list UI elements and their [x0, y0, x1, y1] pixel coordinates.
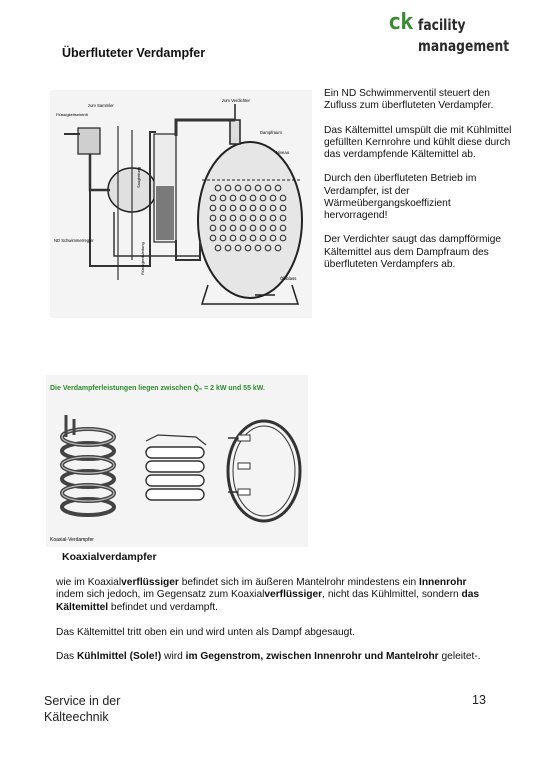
footer-line-2: Kälteechnik: [44, 710, 109, 724]
footer-title: [44, 693, 120, 725]
label-zum-verdichter: zum Verdichter: [222, 98, 250, 103]
label-fluessigkeitsleitung: Flüssigkeitsleitung: [140, 242, 145, 275]
side-paragraph: Ein ND Schwimmerventil steuert den Zufluss zum überfluteten Verdampfer.: [324, 88, 494, 112]
label-niveau: Niveau: [276, 150, 290, 155]
p1-run: verflüssiger: [121, 577, 179, 588]
logo-management: management: [418, 37, 510, 55]
logo-facility: facility: [418, 16, 466, 34]
logo-ck: ck: [388, 10, 413, 35]
side-paragraph: Das Kältemittel umspült die mit Kühlmittel gefüllten Kernrohre und kühlt diese durch das verdampfende Kältemittel ab.: [324, 124, 512, 160]
body-paragraph-2: [56, 627, 496, 639]
label-nd-schwimmer: ND Schwimmerregler: [54, 238, 94, 243]
page-title: Überfluteter Verdampfer: [62, 46, 206, 60]
body-text: [56, 577, 496, 676]
flooded-evaporator-diagram: [50, 90, 312, 318]
p3-run: wird: [161, 651, 186, 663]
p1-run: , nicht das Kühlmittel, sondern: [322, 589, 462, 601]
page-number: 13: [472, 693, 486, 707]
side-paragraph: Der Verdichter saugt das dampfförmige Kältemittel aus dem Dampfraum des überfluteten Verdampfers ab.: [324, 234, 502, 270]
side-paragraph: Durch den überfluteten Betrieb im Verdampfer, ist der Wärmeübergangskoeffizient hervorragend!: [324, 173, 477, 221]
label-zum-sammler: zum Sammler: [88, 103, 114, 108]
p1-run: befindet sich im äußeren Mantelrohr mindestens ein: [178, 577, 419, 588]
p1-run: indem sich jedoch, im Gegensatz zum Koaxial: [56, 589, 265, 601]
body-paragraph-1: [56, 577, 496, 614]
p1-run: Innenrohr: [418, 577, 467, 588]
p3-run: Kühlmittel (Sole!): [76, 651, 162, 663]
p3-run: Das: [56, 651, 77, 663]
section-subtitle: Koaxialverdampfer: [62, 551, 157, 563]
company-logo: [388, 8, 538, 60]
footer-line-1: Service in der: [44, 694, 121, 708]
label-oelablass: Ölablass: [280, 276, 297, 281]
figure2-caption: Die Verdampferleistungen liegen zwischen Q̇₀ = 2 kW und 55 kW.: [50, 385, 265, 392]
label-dampfraum: Dampfraum: [260, 130, 282, 135]
p1-run: verflüssiger: [264, 589, 323, 601]
label-fluessigkeitseintritt: Flüssigkeitseintritt: [56, 112, 88, 117]
side-description: [324, 88, 514, 283]
p3-run: geleitet-.: [438, 651, 481, 663]
label-saugleitung: Saugleitung: [136, 166, 141, 188]
coaxial-evaporator-figure: [46, 375, 308, 547]
p1-run: wie im Koaxial: [56, 577, 122, 588]
p1-run: das Kältemittel: [56, 589, 480, 613]
body-paragraph-3: [56, 651, 496, 663]
p1-run: befindet und verdampft.: [108, 601, 218, 613]
coaxial-coil: [62, 429, 114, 515]
p2-run: Das Kältemittel tritt oben ein und wird unten als Dampf abgesaugt.: [56, 626, 355, 638]
p3-run: im Gegenstrom, zwischen Innenrohr und Mantelrohr: [185, 651, 439, 663]
figure2-label: Koaxial-Verdampfer: [50, 537, 94, 543]
evaporator-shell: [198, 142, 302, 298]
